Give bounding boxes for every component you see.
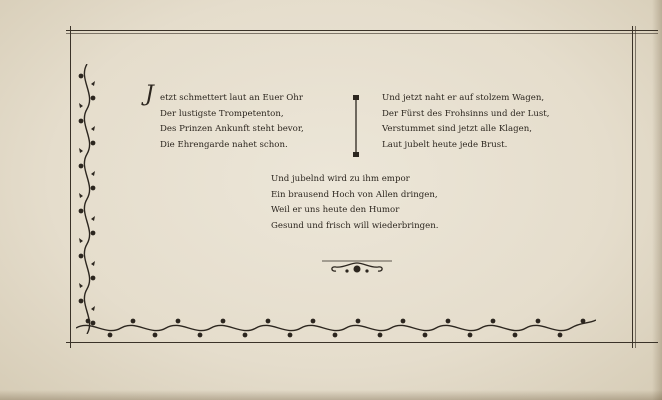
verse-line: Weil er uns heute den Humor	[271, 205, 400, 215]
page-edge-shadow	[652, 0, 662, 400]
stanza-left	[160, 91, 304, 153]
frame-rule-top-inner	[66, 33, 658, 34]
verse-line: Verstummet sind jetzt alle Klagen,	[382, 124, 533, 134]
vignette-ornament-icon	[322, 258, 392, 276]
verse-line: Der lustigste Trompetenton,	[160, 108, 284, 119]
stanza-right	[382, 91, 549, 153]
frame-rule-left	[70, 26, 71, 348]
page-edge-shadow-bottom	[0, 390, 662, 400]
verse-line: Gesund und frisch will wiederbringen.	[271, 220, 439, 231]
verse-line: Der Fürst des Frohsinns und der Lust,	[382, 108, 550, 119]
verse-line: Ein brausend Hoch von Allen dringen,	[271, 189, 438, 200]
frame-rule-right-inner	[635, 26, 636, 348]
divider-ornament-icon	[352, 95, 360, 157]
verse-line: Laut jubelt heute jede Brust.	[382, 139, 508, 150]
frame-rule-right	[632, 26, 633, 348]
verse-line: etzt schmettert laut an Euer Ohr	[160, 93, 303, 103]
verse-line: Und jubelnd wird zu ihm empor	[271, 174, 410, 184]
stanza-center	[271, 172, 438, 234]
verse-line: Die Ehrengarde nahet schon.	[160, 139, 288, 150]
frame-rule-top	[66, 30, 658, 31]
verse-line: Und jetzt naht er auf stolzem Wagen,	[382, 93, 545, 103]
frame-rule-bottom	[66, 342, 658, 343]
verse-line: Des Prinzen Ankunft steht bevor,	[160, 124, 304, 134]
drop-cap-initial: J	[145, 82, 154, 107]
floral-border-ornament-left-icon	[76, 64, 98, 334]
floral-border-ornament-bottom-icon	[76, 316, 596, 340]
